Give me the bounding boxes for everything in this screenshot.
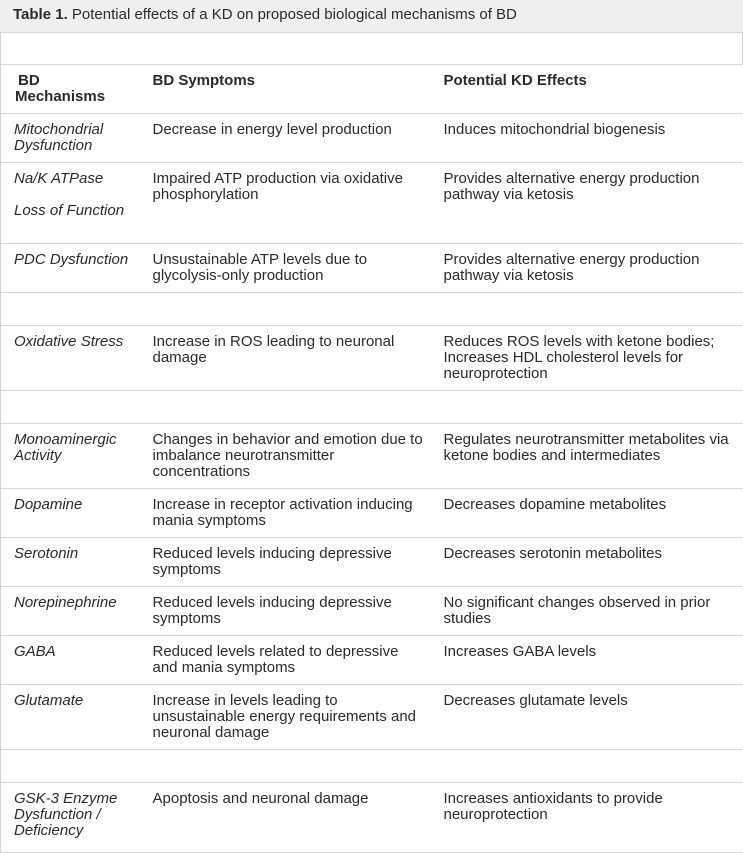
- symptom-cell: Reduced levels related to depressive and mania symptoms: [140, 635, 431, 684]
- mechanism-cell: Glutamate: [1, 684, 140, 749]
- group-spacer-row: [1, 749, 743, 782]
- symptom-cell: Decrease in energy level production: [140, 113, 431, 162]
- mechanism-cell: Serotonin: [1, 537, 140, 586]
- effect-cell: No significant changes observed in prior studies: [431, 586, 743, 635]
- table-row: [1, 782, 743, 852]
- symptom-cell: Increase in receptor activation inducing mania symptoms: [140, 488, 431, 537]
- mechanisms-table: [0, 65, 743, 853]
- symptom-cell: Increase in levels leading to unsustainable energy requirements and neuronal damage: [140, 684, 431, 749]
- symptom-cell: Changes in behavior and emotion due to imbalance neurotransmitter concentrations: [140, 423, 431, 488]
- mechanism-cell: GSK-3 Enzyme Dysfunction / Deficiency: [1, 782, 140, 852]
- mechanism-cell: Dopamine: [1, 488, 140, 537]
- header-symptoms: BD Symptoms: [140, 65, 431, 113]
- table-row: [1, 488, 743, 537]
- effect-cell: Provides alternative energy production pathway via ketosis: [431, 162, 743, 243]
- mechanism-cell: [1, 162, 140, 243]
- table-row: [1, 537, 743, 586]
- mechanism-cell: PDC Dysfunction: [1, 243, 140, 292]
- header-kd-effects: Potential KD Effects: [431, 65, 743, 113]
- table-caption-label: Table 1.: [13, 6, 68, 23]
- effect-cell: Induces mitochondrial biogenesis: [431, 113, 743, 162]
- effect-cell: Decreases dopamine metabolites: [431, 488, 743, 537]
- table-row: [1, 635, 743, 684]
- effect-cell: Provides alternative energy production pathway via ketosis: [431, 243, 743, 292]
- mechanism-line-2: Loss of Function: [14, 203, 134, 219]
- symptom-cell: Apoptosis and neuronal damage: [140, 782, 431, 852]
- mechanism-cell: Norepinephrine: [1, 586, 140, 635]
- table-top-spacer: [0, 33, 743, 65]
- table-row: [1, 586, 743, 635]
- effect-cell: Decreases serotonin metabolites: [431, 537, 743, 586]
- table-header-row: [1, 65, 743, 113]
- table-row: [1, 423, 743, 488]
- symptom-cell: Reduced levels inducing depressive symptoms: [140, 537, 431, 586]
- table-caption-text: Potential effects of a KD on proposed biological mechanisms of BD: [72, 6, 517, 23]
- mechanism-cell: GABA: [1, 635, 140, 684]
- table-caption: [0, 0, 743, 33]
- mechanism-cell: Oxidative Stress: [1, 325, 140, 390]
- table-row: [1, 325, 743, 390]
- effect-cell: Increases antioxidants to provide neuroprotection: [431, 782, 743, 852]
- effect-cell: Regulates neurotransmitter metabolites via ketone bodies and intermediates: [431, 423, 743, 488]
- mechanism-cell: Monoaminergic Activity: [1, 423, 140, 488]
- symptom-cell: Unsustainable ATP levels due to glycolysis-only production: [140, 243, 431, 292]
- effect-cell: Decreases glutamate levels: [431, 684, 743, 749]
- mechanism-line: Na/K ATPase: [14, 170, 103, 187]
- mechanism-cell: Mitochondrial Dysfunction: [1, 113, 140, 162]
- table-row: [1, 162, 743, 243]
- table-row: [1, 113, 743, 162]
- effect-cell: Reduces ROS levels with ketone bodies; Increases HDL cholesterol levels for neuroprotection: [431, 325, 743, 390]
- symptom-cell: Impaired ATP production via oxidative phosphorylation: [140, 162, 431, 243]
- effect-cell: Increases GABA levels: [431, 635, 743, 684]
- table-row: [1, 243, 743, 292]
- group-spacer-row: [1, 292, 743, 325]
- symptom-cell: Increase in ROS leading to neuronal damage: [140, 325, 431, 390]
- group-spacer-row: [1, 390, 743, 423]
- table-row: [1, 684, 743, 749]
- symptom-cell: Reduced levels inducing depressive symptoms: [140, 586, 431, 635]
- header-mechanisms: BD Mechanisms: [1, 65, 140, 113]
